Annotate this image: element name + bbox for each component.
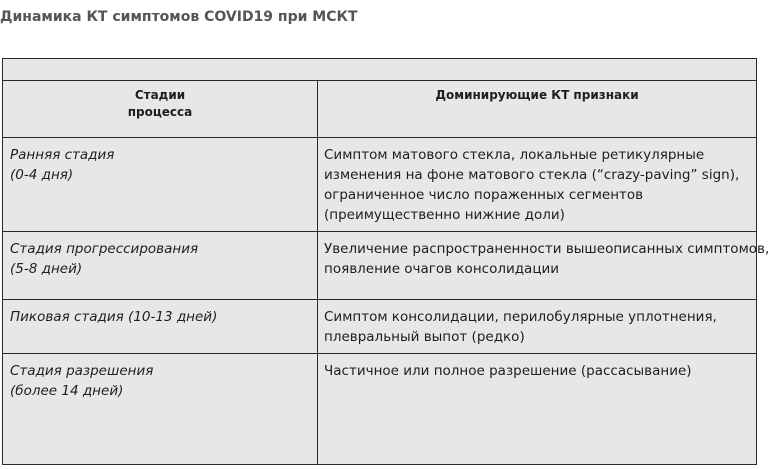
signs-line: ограниченное число пораженных сегментов <box>324 187 644 203</box>
stage-cell <box>3 300 318 354</box>
stage-line: Стадия прогрессирования <box>10 241 199 257</box>
stage-line: (более 14 дней) <box>10 383 124 399</box>
signs-line: Частичное или полное разрешение (рассасывание) <box>324 363 692 379</box>
ct-dynamics-table <box>2 58 770 465</box>
signs-cell <box>318 354 757 465</box>
signs-cell <box>318 300 757 354</box>
stage-line: Стадия разрешения <box>10 363 154 379</box>
stage-line: (0-4 дня) <box>10 167 74 183</box>
stage-line: Пиковая стадия (10-13 дней) <box>10 309 218 325</box>
header-signs-line: Доминирующие КТ признаки <box>435 88 639 102</box>
header-stage-line: Стадии <box>134 88 186 102</box>
signs-line: плевральный выпот (редко) <box>324 329 525 345</box>
stage-cell <box>3 354 318 465</box>
signs-line: (преимущественно нижние доли) <box>324 207 565 223</box>
signs-line: изменения на фоне матового стекла (“crazy-paving” sign), <box>324 167 740 183</box>
stage-line: Ранняя стадия <box>10 147 115 163</box>
header-stage <box>3 81 318 138</box>
table-caption-cell <box>3 59 757 81</box>
table-row <box>3 138 757 232</box>
signs-line: появление очагов консолидации <box>324 261 560 277</box>
table-row <box>3 354 757 465</box>
signs-cell <box>318 232 770 300</box>
table-caption-row <box>3 59 757 81</box>
stage-line: (5-8 дней) <box>10 261 83 277</box>
table-row <box>3 232 757 300</box>
signs-cell <box>318 138 757 232</box>
signs-line: Симптом матового стекла, локальные ретикулярные <box>324 147 705 163</box>
stage-cell <box>3 138 318 232</box>
table-row <box>3 300 757 354</box>
signs-line: Симптом консолидации, перилобулярные уплотнения, <box>324 309 717 325</box>
page-title: Динамика КТ симптомов COVID19 при МСКТ <box>0 9 358 25</box>
table-header-row <box>3 81 757 138</box>
stage-cell <box>3 232 318 300</box>
signs-line: Увеличение распространенности вышеописанных симптомов, <box>324 241 770 257</box>
header-signs <box>318 81 757 138</box>
header-stage-line: процесса <box>127 105 193 119</box>
